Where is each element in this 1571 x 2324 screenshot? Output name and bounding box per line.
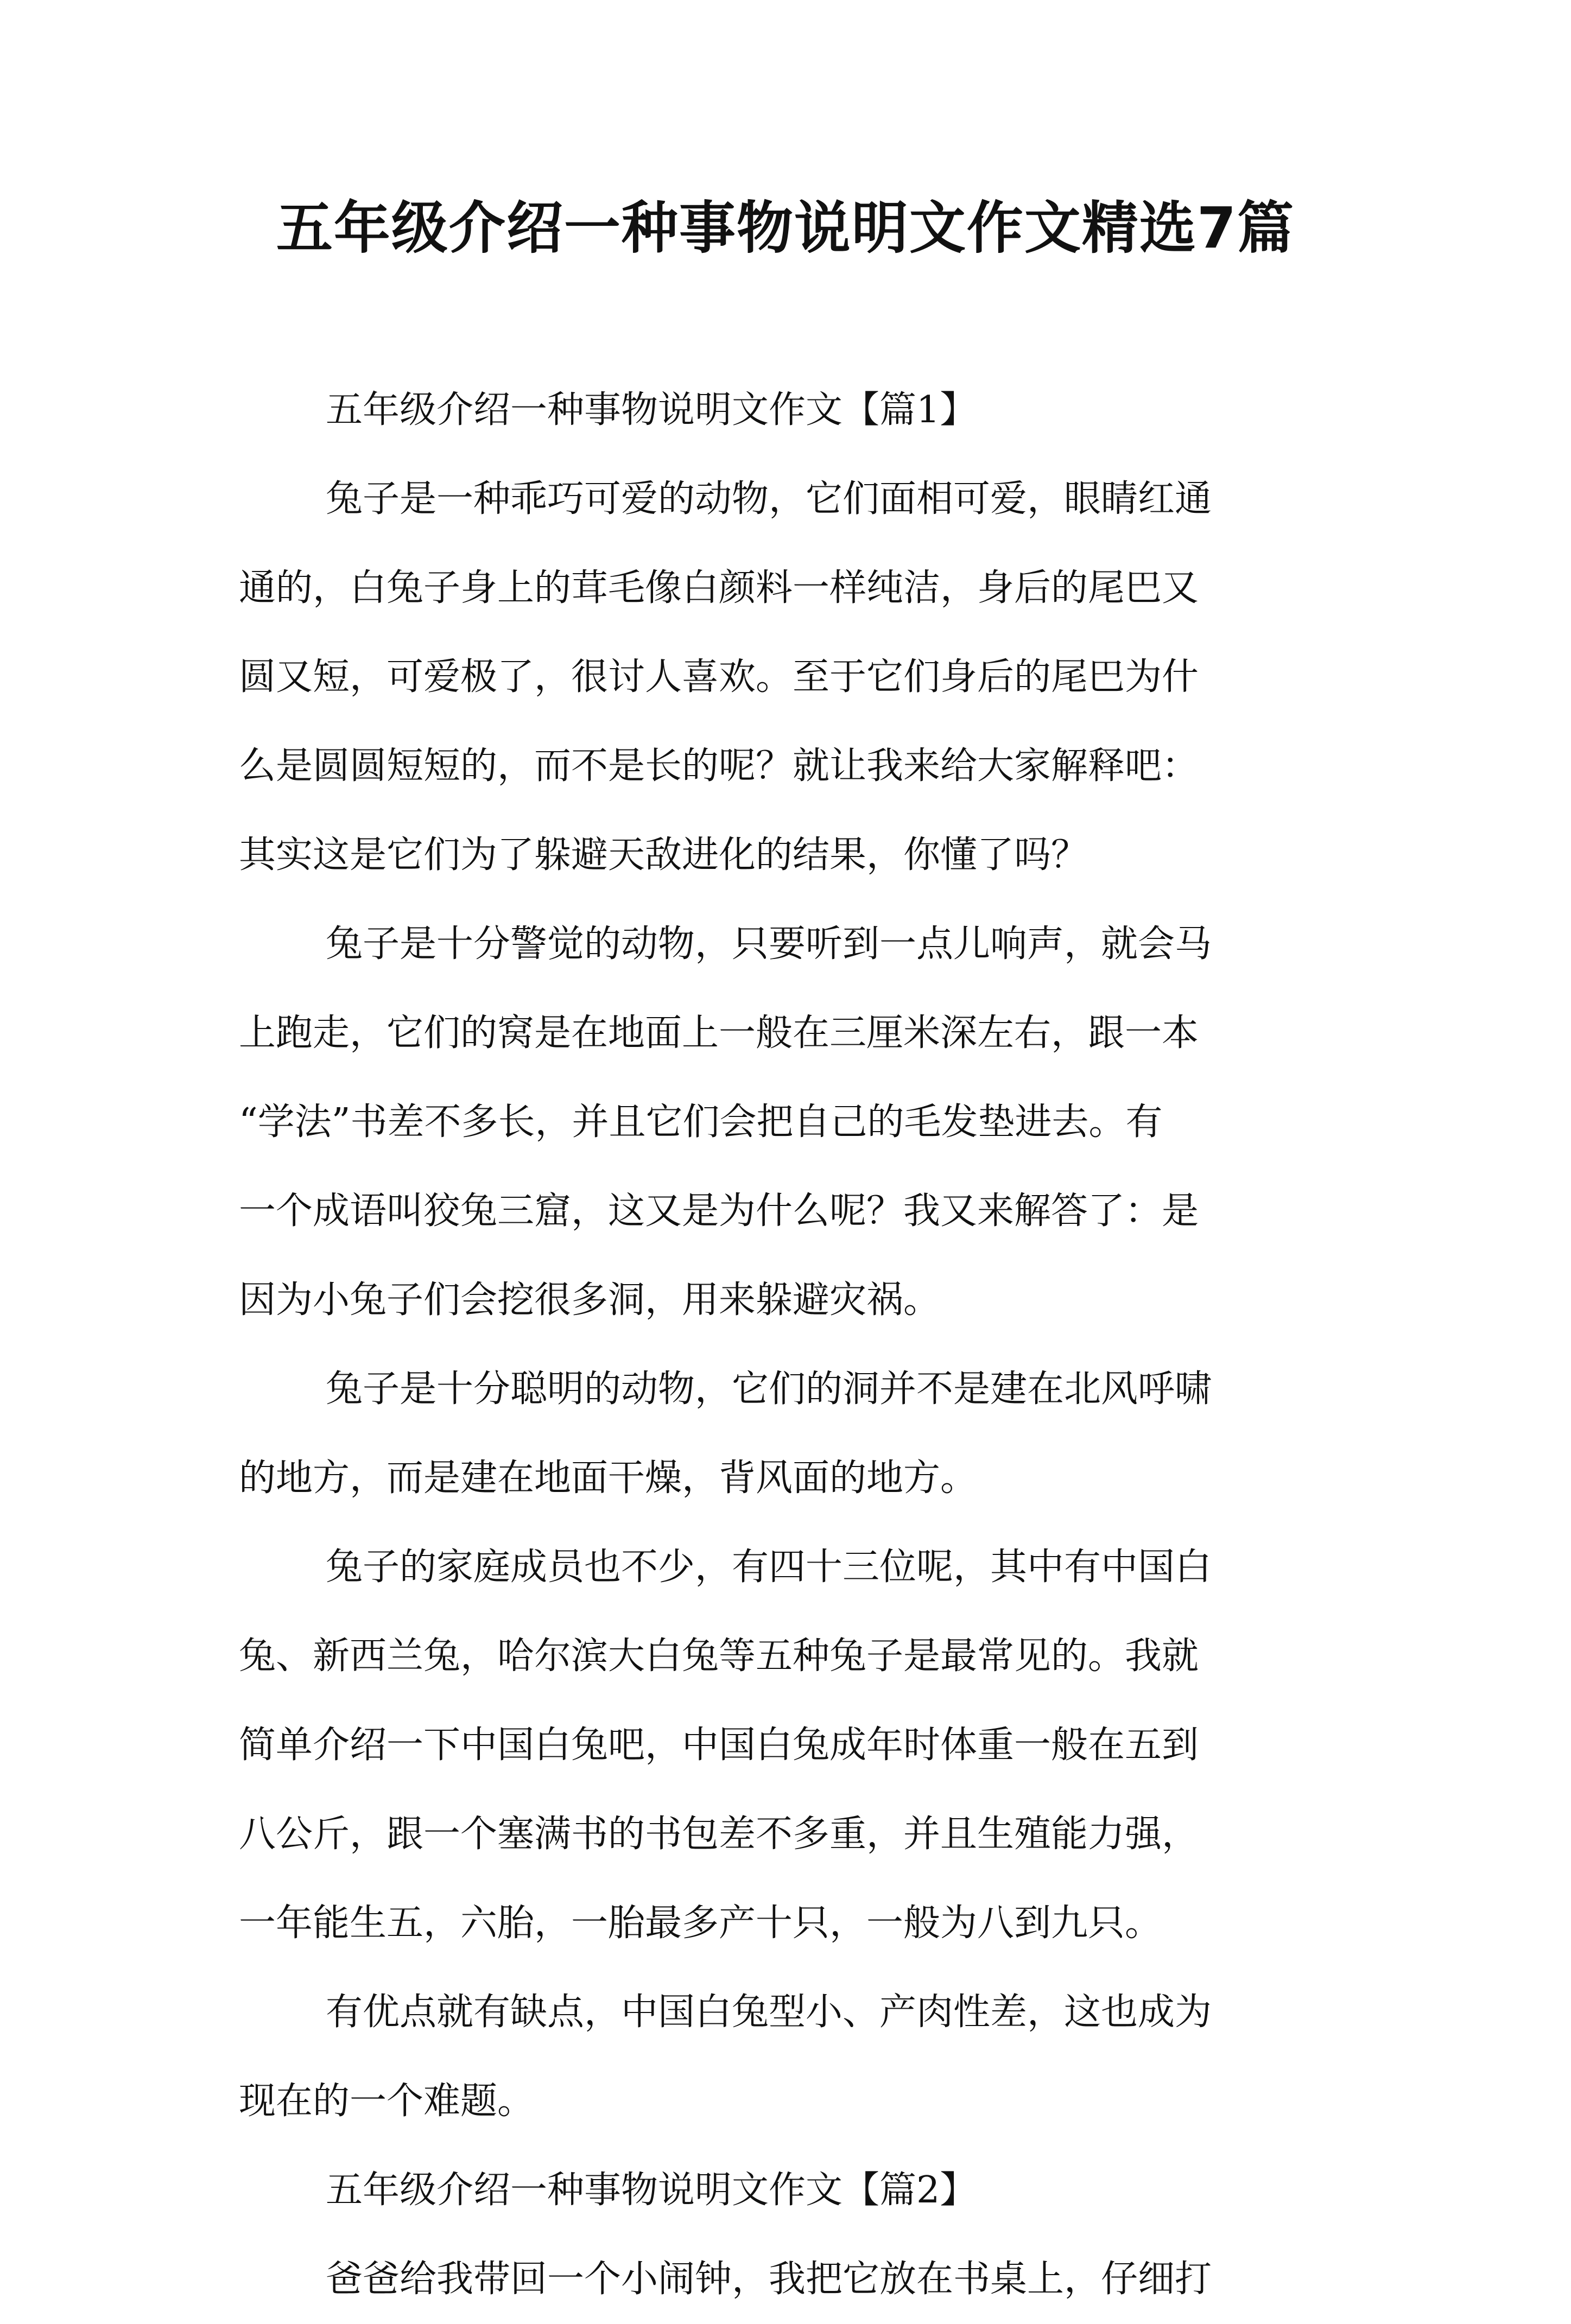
paragraph-line: 简单介绍一下中国白兔吧，中国白兔成年时体重一般在五到 [239, 1724, 1199, 1767]
paragraph-line: 兔子是一种乖巧可爱的动物，它们面相可爱，眼睛红通 [326, 478, 1212, 520]
document-body [239, 366, 1346, 2324]
paragraph-line: 么是圆圆短短的，而不是长的呢？就让我来给大家解释吧： [239, 745, 1199, 788]
paragraph [239, 2235, 1346, 2324]
paragraph-line: 兔子的家庭成员也不少，有四十三位呢，其中有中国白 [326, 1546, 1212, 1589]
paragraph-line: 兔子是十分聪明的动物，它们的洞并不是建在北风呼啸 [326, 1368, 1212, 1411]
paragraph-line: 的地方，而是建在地面干燥，背风面的地方。 [239, 1457, 978, 1500]
section-1 [239, 366, 1346, 2146]
paragraph [239, 1523, 1346, 1968]
section-heading: 五年级介绍一种事物说明文作文【篇2】 [326, 2169, 977, 2212]
paragraph [239, 1968, 1346, 2146]
section-2 [239, 2146, 1346, 2324]
paragraph [239, 455, 1346, 900]
paragraph-line: 上跑走，它们的窝是在地面上一般在三厘米深左右，跟一本 [239, 1012, 1199, 1055]
paragraph [239, 900, 1346, 1345]
paragraph-line: 有优点就有缺点，中国白兔型小、产肉性差，这也成为 [326, 1991, 1212, 2034]
paragraph-line: 一年能生五，六胎，一胎最多产十只，一般为八到九只。 [239, 1902, 1162, 1945]
paragraph-line: 其实这是它们为了躲避天敌进化的结果，你懂了吗？ [239, 834, 1088, 877]
paragraph-line: “学法”书差不多长，并且它们会把自己的毛发垫进去。有 [239, 1101, 1163, 1144]
paragraph-line: 爸爸给我带回一个小闹钟，我把它放在书桌上，仔细打 [326, 2258, 1212, 2301]
paragraph-line: 一个成语叫狡兔三窟，这又是为什么呢？我又来解答了：是 [239, 1190, 1199, 1233]
paragraph [239, 1345, 1346, 1523]
paragraph-line: 通的，白兔子身上的茸毛像白颜料一样纯洁，身后的尾巴又 [239, 567, 1199, 609]
section-heading: 五年级介绍一种事物说明文作文【篇1】 [326, 389, 977, 431]
paragraph-line: 兔子是十分警觉的动物，只要听到一点儿响声，就会马 [326, 923, 1212, 966]
paragraph-line: 圆又短，可爱极了，很讨人喜欢。至于它们身后的尾巴为什 [239, 656, 1199, 699]
paragraph-line: 因为小兔子们会挖很多洞，用来躲避灾祸。 [239, 1279, 941, 1322]
paragraph-line: 现在的一个难题。 [239, 2080, 535, 2123]
paragraph-line: 八公斤，跟一个塞满书的书包差不多重，并且生殖能力强， [239, 1813, 1199, 1856]
document-title: 五年级介绍一种事物说明文作文精选7篇 [276, 195, 1295, 261]
paragraph-line: 兔、新西兰兔，哈尔滨大白兔等五种兔子是最常见的。我就 [239, 1635, 1199, 1678]
